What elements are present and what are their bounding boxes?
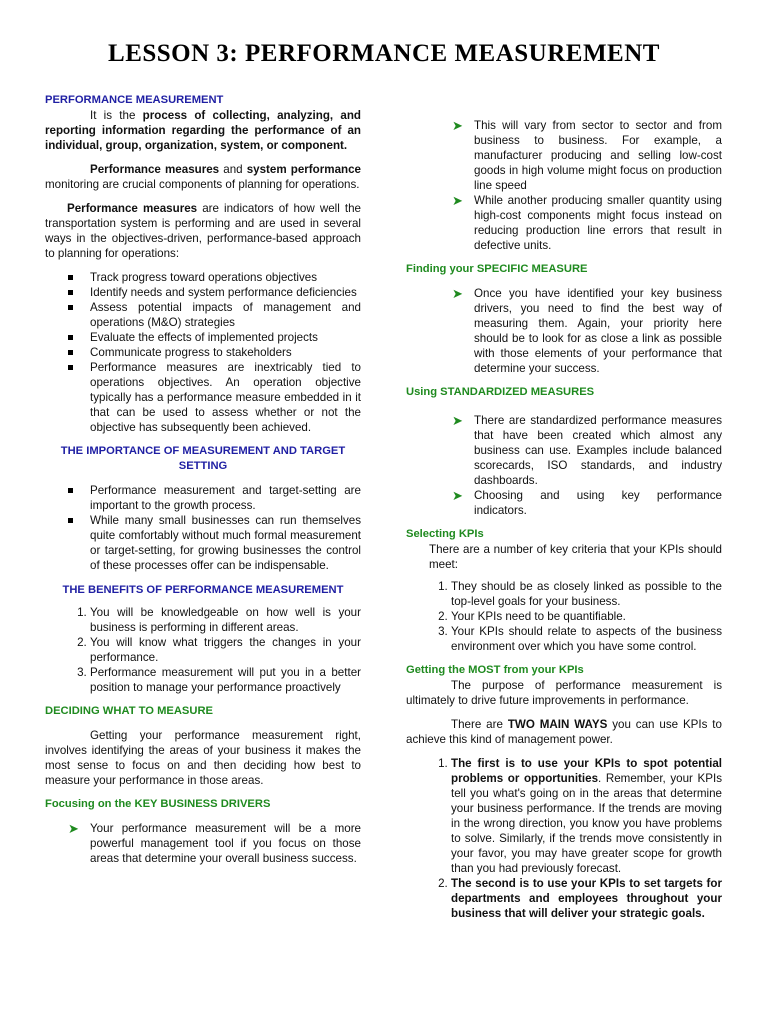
arrow-bullet-icon: ➤ — [452, 488, 463, 503]
arrow-bullet-icon: ➤ — [452, 286, 463, 301]
heading-standardized: Using STANDARDIZED MEASURES — [406, 386, 595, 398]
list-item: 3. Your KPIs should relate to aspects of the business environment over which you have some control. — [451, 624, 722, 654]
left-column — [45, 93, 361, 866]
list-item: Evaluate the effects of implemented projects — [90, 330, 361, 345]
list-item: 1. The first is to use your KPIs to spot potential problems or opportunities. Remember, your KPIs tell you what's going on in the areas that determine your business performance. If the trends are moving in the wrong direction, you know you have problems to solve. Similarly, if the trends move consistently in your favor, you may have greater scope for growth than you had previously forecast. — [451, 756, 722, 876]
list-item: 2. You will know what triggers the changes in your performance. — [90, 635, 361, 665]
standardized-list — [406, 413, 722, 518]
heading-focusing: Focusing on the KEY BUSINESS DRIVERS — [45, 798, 271, 810]
list-item: 1. They should be as closely linked as possible to the top-level goals for your business. — [451, 579, 722, 609]
heading-selecting-kpis: Selecting KPIs — [406, 528, 484, 540]
specific-list — [406, 286, 722, 376]
page-title: LESSON 3: PERFORMANCE MEASUREMENT — [108, 40, 660, 67]
arrow-bullet-icon: ➤ — [452, 118, 463, 133]
list-item: 1. You will be knowledgeable on how well is your business is performing in different areas. — [90, 605, 361, 635]
definition-paragraph: It is the process of collecting, analyzing, and reporting information regarding the performance of an individual, group, organization, system, or component. — [45, 109, 361, 152]
focusing-list — [45, 821, 361, 866]
list-item: 2. Your KPIs need to be quantifiable. — [451, 609, 722, 624]
list-item: ➤ Choosing and using key performance indicators. — [452, 488, 722, 517]
list-item: 2. The second is to use your KPIs to set targets for departments and employees throughout your business that will deliver your strategic goals. — [451, 876, 722, 921]
benefits-list — [45, 605, 361, 695]
heading-performance-measurement: PERFORMANCE MEASUREMENT — [45, 94, 224, 106]
kpis-criteria-list — [406, 579, 722, 654]
heading-most-kpis: Getting the MOST from your KPIs — [406, 664, 584, 676]
arrow-bullet-icon: ➤ — [452, 413, 463, 428]
list-item: Assess potential impacts of management and operations (M&O) strategies — [90, 301, 361, 329]
list-item: Performance measures are inextricably tied to operations objectives. An operation objective typically has a performance measure embedded in it that can be used to assess whether or not the objective has subsequently been achieved. — [90, 361, 361, 434]
list-item: ➤ This will vary from sector to sector and from business to business. For example, a manufacturer producing and selling low-cost goods in high volume might focus on production line speed — [452, 118, 722, 192]
kpis-intro-paragraph: There are a number of key criteria that your KPIs should meet: — [429, 543, 722, 571]
heading-specific-measure: Finding your SPECIFIC MEASURE — [406, 263, 588, 275]
two-ways-paragraph: There are TWO MAIN WAYS you can use KPIs to achieve this kind of management power. — [406, 718, 722, 746]
list-item: ➤ While another producing smaller quantity using high-cost components might focus instead on reducing production line errors that result in defective units. — [452, 193, 722, 252]
right-column — [406, 118, 722, 921]
list-item: Identify needs and system performance deficiencies — [90, 285, 361, 300]
list-item: Communicate progress to stakeholders — [90, 345, 361, 360]
operations-uses-list — [45, 270, 361, 435]
list-item: Performance measurement and target-setting are important to the growth process. — [90, 484, 361, 512]
heading-importance: THE IMPORTANCE OF MEASUREMENT AND TARGET SETTING — [60, 445, 346, 472]
list-item: 3. Performance measurement will put you in a better position to manage your performance proactively — [90, 665, 361, 695]
sector-list — [406, 118, 722, 253]
heading-benefits: THE BENEFITS OF PERFORMANCE MEASUREMENT — [62, 584, 344, 596]
indicators-paragraph: Performance measures are indicators of how well the transportation system is performing and are used in several ways in the objectives-driven, performance-based approach to planning for operations: — [45, 202, 361, 260]
deciding-paragraph: Getting your performance measurement right, involves identifying the areas of your business it makes the most sense to focus on and then deciding how best to measure your performance in those areas. — [45, 729, 361, 787]
heading-deciding: DECIDING WHAT TO MEASURE — [45, 705, 214, 717]
list-item: ➤ Your performance measurement will be a more powerful management tool if you focus on those areas that determine your overall business success. — [68, 821, 361, 865]
list-item: ➤ Once you have identified your key business drivers, you need to find the best way of measuring them. Again, your priority here should be to look for as close a link as possible with those elements of your performance that determine your success. — [452, 286, 722, 375]
two-ways-list — [406, 756, 722, 921]
measures-paragraph: Performance measures and system performance monitoring are crucial components of planning for operations. — [45, 163, 361, 191]
arrow-bullet-icon: ➤ — [68, 821, 79, 836]
importance-list — [45, 483, 361, 573]
purpose-paragraph: The purpose of performance measurement is ultimately to drive future improvements in performance. — [406, 679, 722, 707]
list-item: While many small businesses can run themselves quite comfortably without much formal measurement or target-setting, for growing businesses the control of these processes offer can be indispensable. — [90, 514, 361, 572]
arrow-bullet-icon: ➤ — [452, 193, 463, 208]
list-item: Track progress toward operations objectives — [90, 270, 361, 285]
list-item: ➤ There are standardized performance measures that have been created which almost any business can use. Examples include balanced scorecards, ISO standards, and industry dashboards. — [452, 413, 722, 487]
